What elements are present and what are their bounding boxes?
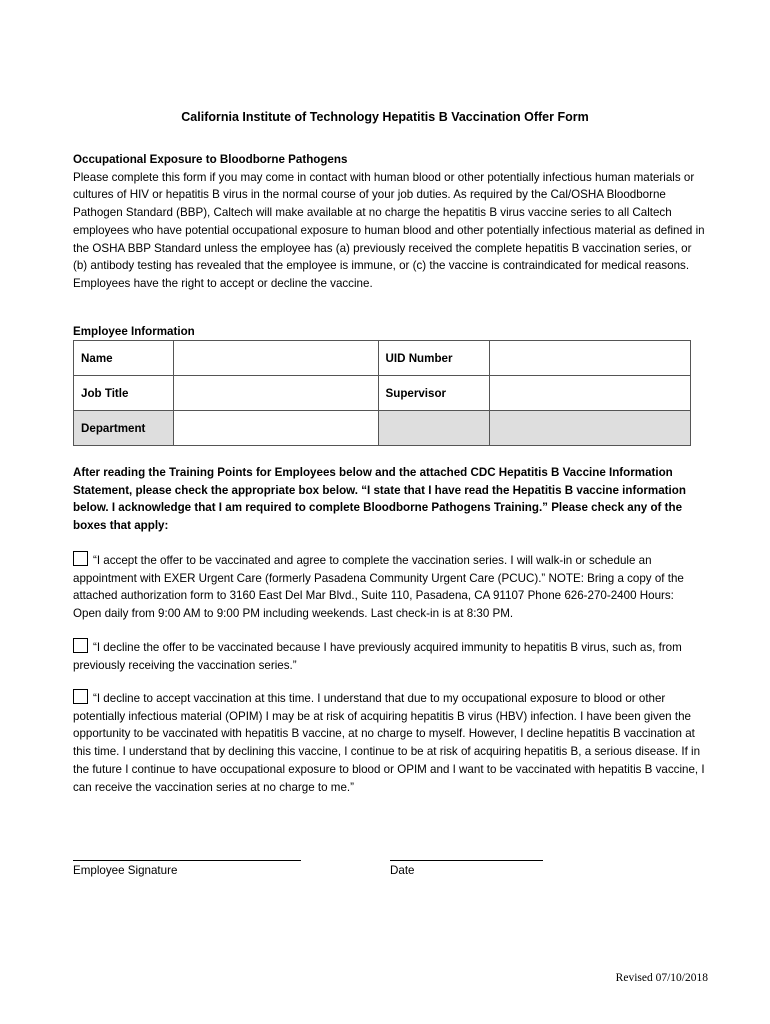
accept-checkbox[interactable] [73,551,88,566]
uid-label: UID Number [378,341,490,376]
job-title-field[interactable] [173,376,378,411]
intro-heading: Occupational Exposure to Bloodborne Pathogens [73,153,348,166]
table-row [74,341,691,376]
revised-date: Revised 07/10/2018 [615,972,708,984]
empty-shaded-cell [378,411,490,446]
department-label: Department [74,411,174,446]
decline-immune-checkbox[interactable] [73,638,88,653]
name-field[interactable] [173,341,378,376]
employee-signature-line[interactable] [73,860,301,861]
name-label: Name [74,341,174,376]
decline-immune-text: “I decline the offer to be vaccinated because I have previously acquired immunity to hepatitis B virus, such as, from previously receiving the vaccination series.” [73,641,682,672]
supervisor-label: Supervisor [378,376,490,411]
instructions: After reading the Training Points for Employees below and the attached CDC Hepatitis B Vaccine Information Statement, please check the appropriate box below. “I state that I have read the Hepatitis B vaccine information below. I acknowledge that I am required to complete Bloodborne Pathogens Training.” Please check any of the boxes that apply: [73,466,686,533]
intro-section [73,151,705,293]
table-row [74,376,691,411]
employee-info-table [73,340,691,446]
table-row [74,411,691,446]
empty-shaded-cell [490,411,691,446]
decline-now-checkbox[interactable] [73,689,88,704]
job-title-label: Job Title [74,376,174,411]
option-decline-now [73,689,705,796]
form-title: California Institute of Technology Hepatitis B Vaccination Offer Form [181,110,589,124]
option-accept [73,551,705,623]
supervisor-field[interactable] [490,376,691,411]
decline-now-text: “I decline to accept vaccination at this time. I understand that due to my occupational exposure to blood or other potentially infectious material (OPIM) I may be at risk of acquiring hepatitis B virus (HBV) infection. I have been given the opportunity to be vaccinated with hepatitis B vaccine, at no charge to myself. However, I decline hepatitis B vaccination at this time. I understand that by declining this vaccine, I continue to be at risk of acquiring hepatitis B, a serious disease. If in the future I continue to have occupational exposure to blood or OPIM and I want to be vaccinated with hepatitis B vaccine, I can receive the vaccination series at no charge to me.” [73,692,705,794]
option-decline-immune [73,638,705,674]
intro-body: Please complete this form if you may come in contact with human blood or other potentially infectious human materials or cultures of HIV or hepatitis B virus in the normal course of your job duties. As required by the Cal/OSHA Bloodborne Pathogen Standard (BBP), Caltech will make available at no charge the hepatitis B virus vaccine series to all Caltech employees who have potential occupational exposure to human blood and other potentially infectious material as defined in the OSHA BBP Standard unless the employee has (a) previously received the complete hepatitis B vaccination series, or (b) antibody testing has revealed that the employee is immune, or (c) the vaccine is contraindicated for medical reasons. Employees have the right to accept or decline the vaccine. [73,170,705,290]
uid-field[interactable] [490,341,691,376]
date-line[interactable] [390,860,543,861]
date-label: Date [390,864,415,877]
department-field[interactable] [173,411,378,446]
accept-text: “I accept the offer to be vaccinated and agree to complete the vaccination series. I will walk-in or schedule an appointment with EXER Urgent Care (formerly Pasadena Community Urgent Care (PCUC).” NOTE: Bring a copy of the attached authorization form to 3160 East Del Mar Blvd., Suite 110, Pasadena, CA 91107 Phone 626-270-2400 Hours: Open daily from 9:00 AM to 9:00 PM including weekends. Last check-in is at 8:30 PM. [73,554,684,621]
employee-info-heading: Employee Information [73,325,195,338]
employee-signature-label: Employee Signature [73,864,178,877]
